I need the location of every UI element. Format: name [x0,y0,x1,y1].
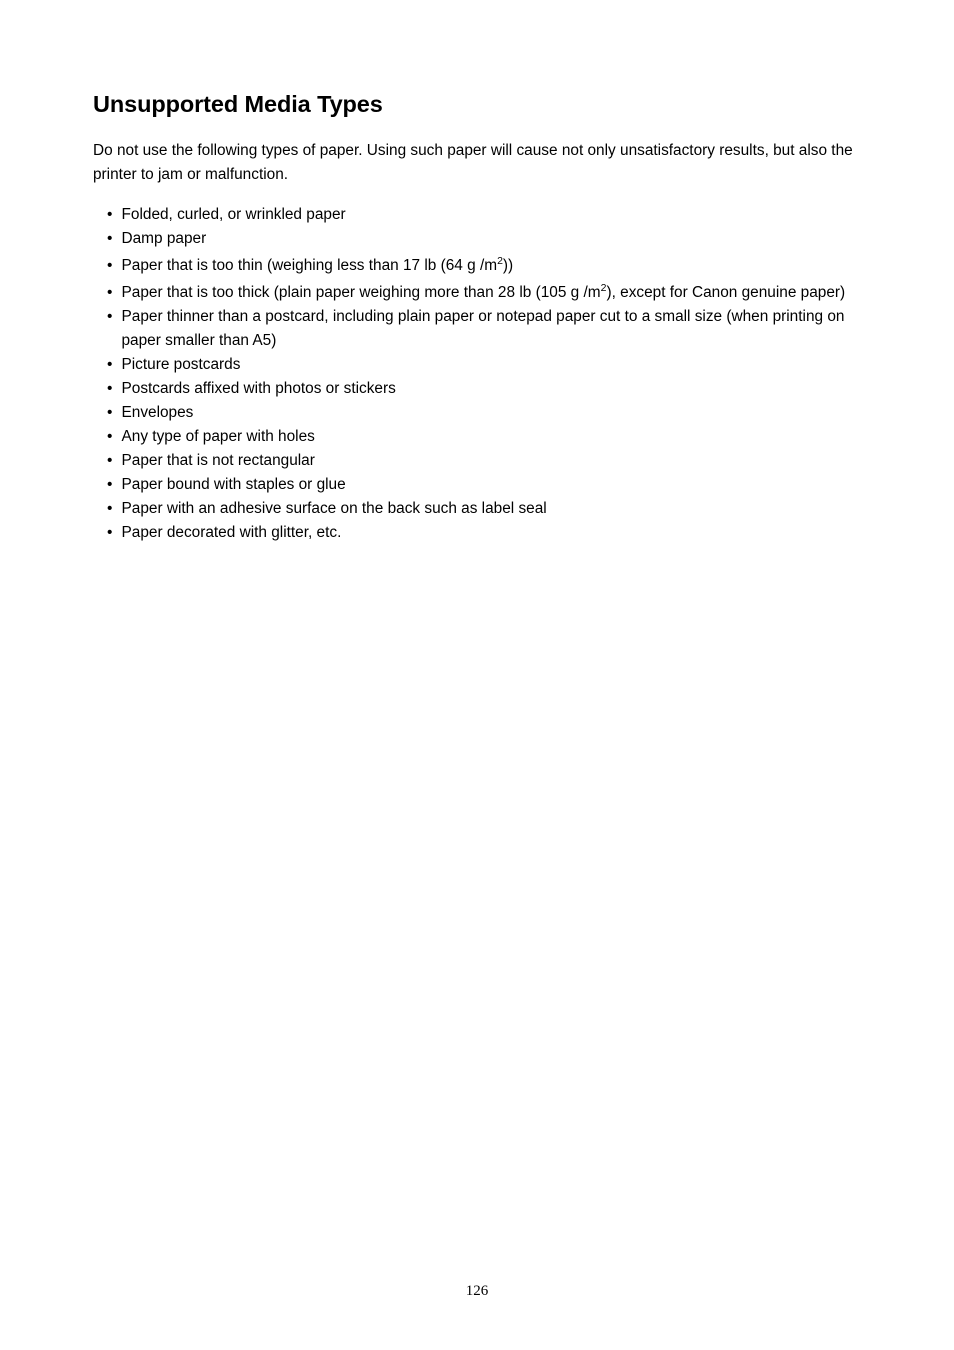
bullet-icon: • [107,452,113,469]
superscript: 2 [600,282,607,294]
list-item [93,281,868,305]
unsupported-media-list [93,203,868,545]
list-item-text: Postcards affixed with photos or stickers [121,380,396,397]
list-item-text-tail: ), except for Canon genuine paper) [606,284,846,301]
list-item-text: Paper decorated with glitter, etc. [121,524,342,541]
list-item [93,473,868,497]
list-item-text: Damp paper [121,230,207,247]
bullet-icon: • [107,356,113,373]
list-item-text: Folded, curled, or wrinkled paper [121,206,346,223]
list-item-text: Any type of paper with holes [121,428,315,445]
list-item [93,521,868,545]
bullet-icon: • [107,308,113,325]
bullet-icon: • [107,380,113,397]
list-item-text: Paper bound with staples or glue [121,476,346,493]
list-item [93,227,868,251]
page-title: Unsupported Media Types [93,91,383,117]
superscript: 2 [497,255,503,267]
bullet-icon: • [107,257,113,274]
bullet-icon: • [107,206,113,223]
list-item [93,449,868,473]
list-item [93,425,868,449]
list-item [93,203,868,227]
list-item-text: Envelopes [121,404,194,421]
bullet-icon: • [107,524,113,541]
page-number: 126 [465,1283,489,1299]
list-item [93,254,868,278]
bullet-icon: • [107,476,113,493]
intro-paragraph: Do not use the following types of paper. Using such paper will cause not only unsatisfactory results, but also the printer to jam or malfunction. [93,142,853,183]
list-item [93,401,868,425]
list-item-text: Picture postcards [121,356,241,373]
bullet-icon: • [107,230,113,247]
bullet-icon: • [107,284,113,301]
list-item-text: Paper that is too thick (plain paper weighing more than 28 lb (105 g /m [121,284,601,301]
list-item-text: Paper that is not rectangular [121,452,315,469]
list-item-text-tail: )) [502,257,514,274]
list-item [93,353,868,377]
bullet-icon: • [107,404,113,421]
list-item-text: Paper that is too thin (weighing less than 17 lb (64 g /m [121,257,498,274]
list-item-text: Paper thinner than a postcard, including plain paper or notepad paper cut to a small size (when printing on paper smaller than A5) [121,308,845,349]
list-item-text: Paper with an adhesive surface on the back such as label seal [121,500,547,517]
list-item [93,377,868,401]
bullet-icon: • [107,500,113,517]
page-content [93,88,868,545]
list-item [93,497,868,521]
bullet-icon: • [107,428,113,445]
list-item [93,305,868,353]
